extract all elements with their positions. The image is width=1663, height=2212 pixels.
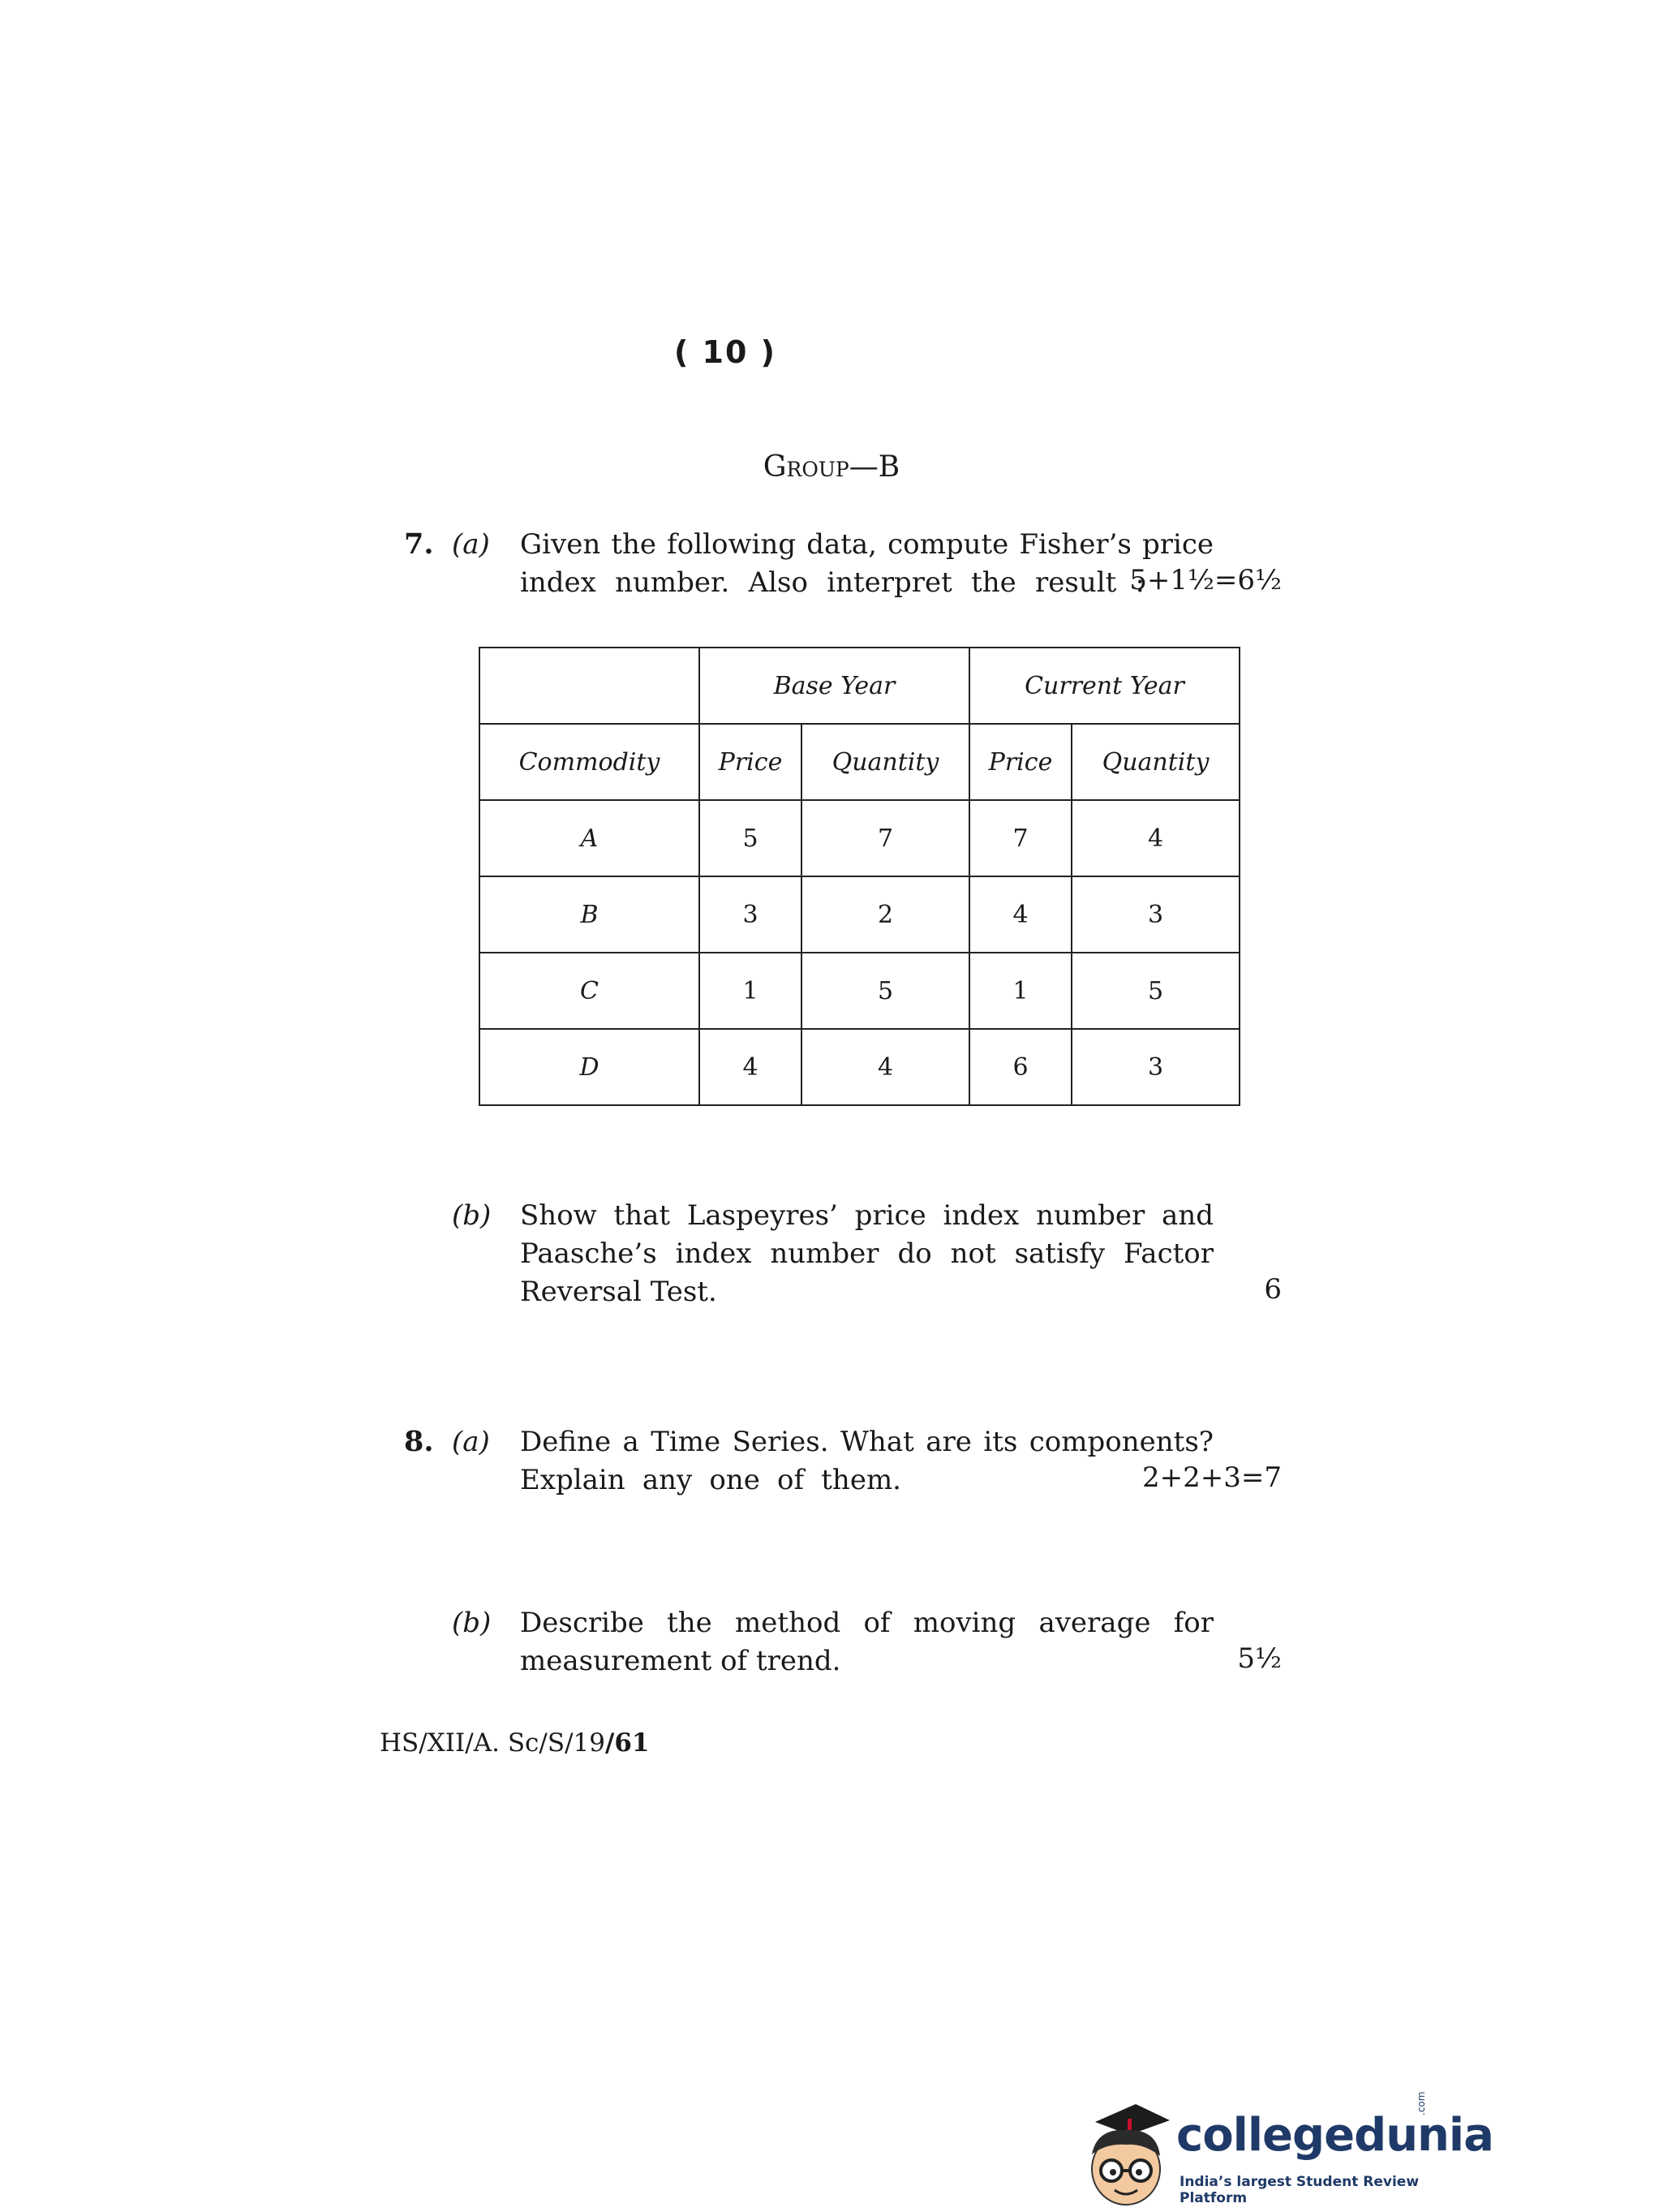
- logo-tagline: India’s largest Student Review Platform: [1180, 2174, 1420, 2206]
- question-8b-label: (b): [452, 1607, 492, 1639]
- group-heading: [0, 450, 1663, 484]
- question-7b-marks: 6: [1264, 1273, 1282, 1306]
- column-header-current-price: Price: [969, 724, 1072, 800]
- question-8a-text: [520, 1423, 1214, 1461]
- base-year-header: Base Year: [699, 648, 969, 724]
- current-year-header: Current Year: [969, 648, 1240, 724]
- price-quantity-table: [479, 647, 1240, 1106]
- table-cell: 3: [1072, 876, 1240, 953]
- table-cell: 3: [699, 876, 801, 953]
- question-7a-line-2: index number. Also interpret the result :: [520, 566, 1145, 599]
- table-row: [479, 1029, 1240, 1105]
- table-cell: 2: [801, 876, 969, 953]
- question-8a-line-2: Explain any one of them.: [520, 1464, 901, 1496]
- question-8-number: 8.: [404, 1425, 434, 1458]
- paper-code-text: HS/XII/A. Sc/S/19: [380, 1728, 605, 1758]
- question-8a-marks: 2+2+3=7: [1142, 1461, 1282, 1494]
- commodity-cell: A: [479, 800, 699, 876]
- question-7b-text: [520, 1197, 1214, 1311]
- paper-code-bold: /61: [605, 1728, 650, 1758]
- column-header-base-quantity: Quantity: [801, 724, 969, 800]
- question-7a-marks: 5+1½=6½: [1129, 564, 1282, 596]
- question-7b-line-1: Show that Laspeyres’ price index number and: [520, 1199, 1214, 1232]
- question-7b-line-2: Paasche’s index number do not satisfy Factor: [520, 1237, 1214, 1270]
- question-7a-line-1: Given the following data, compute Fisher’s price: [520, 528, 1214, 561]
- table-cell: 4: [699, 1029, 801, 1105]
- logo-com: .com: [1416, 2091, 1427, 2115]
- table-header-row-2: [479, 724, 1240, 800]
- question-8b-text: [520, 1604, 1214, 1681]
- table-cell: 4: [801, 1029, 969, 1105]
- table-corner-cell: [479, 648, 699, 724]
- column-header-base-price: Price: [699, 724, 801, 800]
- question-8b-line-1: Describe the method of moving average for: [520, 1607, 1214, 1639]
- table-row: [479, 953, 1240, 1029]
- table-cell: 4: [969, 876, 1072, 953]
- column-header-current-quantity: Quantity: [1072, 724, 1240, 800]
- table-row: [479, 876, 1240, 953]
- question-7b-line-3: Reversal Test.: [520, 1276, 717, 1308]
- question-8a-text-2: [520, 1461, 901, 1500]
- question-7b-label: (b): [452, 1199, 492, 1232]
- question-8a-label: (a): [452, 1426, 490, 1458]
- collegedunia-logo: [1079, 2091, 1493, 2207]
- paper-code: [380, 1728, 649, 1758]
- question-8b-marks: 5½: [1237, 1642, 1282, 1675]
- table-cell: 3: [1072, 1029, 1240, 1105]
- question-7a-text-2: [520, 564, 1145, 602]
- mascot-icon: [1079, 2098, 1176, 2207]
- table-cell: 5: [801, 953, 969, 1029]
- table-cell: 5: [1072, 953, 1240, 1029]
- table-cell: 7: [801, 800, 969, 876]
- table-cell: 1: [969, 953, 1072, 1029]
- question-8b-line-2: measurement of trend.: [520, 1645, 841, 1677]
- commodity-cell: C: [479, 953, 699, 1029]
- question-7a-label: (a): [452, 528, 490, 561]
- table-cell: 5: [699, 800, 801, 876]
- table-cell: 1: [699, 953, 801, 1029]
- question-8a-line-1: Define a Time Series. What are its components?: [520, 1426, 1214, 1458]
- table-cell: 7: [969, 800, 1072, 876]
- column-header-commodity: Commodity: [479, 724, 699, 800]
- table-cell: 6: [969, 1029, 1072, 1105]
- question-7-number: 7.: [404, 527, 434, 561]
- group-label: Group—B: [763, 450, 900, 484]
- question-7a-text: [520, 526, 1214, 564]
- table-cell: 4: [1072, 800, 1240, 876]
- commodity-cell: D: [479, 1029, 699, 1105]
- page-number: ( 10 ): [673, 334, 777, 370]
- logo-wordmark: collegedunia: [1176, 2109, 1493, 2162]
- table-header-row-1: [479, 648, 1240, 724]
- commodity-cell: B: [479, 876, 699, 953]
- table-row: [479, 800, 1240, 876]
